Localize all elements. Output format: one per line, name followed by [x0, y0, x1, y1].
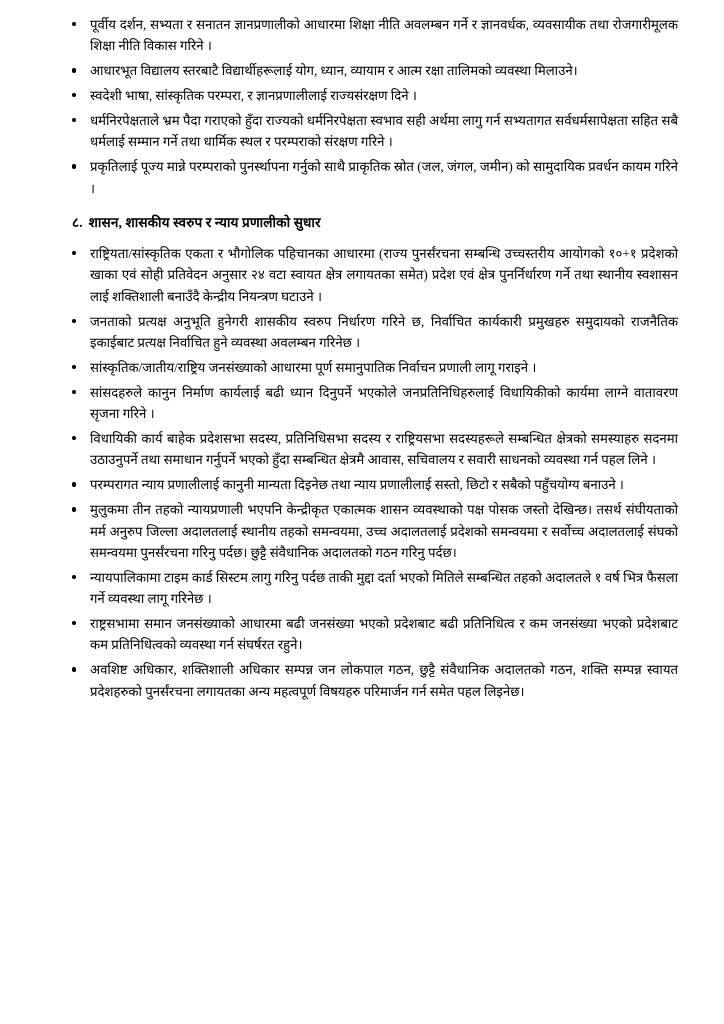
list-item: विधायिकी कार्य बाहेक प्रदेशसभा सदस्य, प्रतिनिधिसभा सदस्य र राष्ट्रियसभा सदस्यहरूले सम्बन्धित क्षेत्रको समस्याहरु सदनमा उठाउनुपर्ने तथा समाधान गर्नुपर्ने भएको हुँदा सम्बन्धित क्षेत्रमै आवास, सचिवालय र सवारी साधनको व्यवस्था गर्न पहल लिने । [64, 428, 678, 471]
list-item: पूर्वीय दर्शन, सभ्यता र सनातन ज्ञानप्रणालीको आधारमा शिक्षा नीति अवलम्बन गर्ने र ज्ञानवर्धक, व्यवसायीक तथा रोजगारीमूलक शिक्षा नीति विकास गरिने । [64, 14, 678, 57]
document-body [64, 14, 678, 702]
list-item: सांसदहरुले कानुन निर्माण कार्यलाई बढी ध्यान दिनुपर्ने भएकोले जनप्रतिनिधिहरुलाई विधायिकीको कार्यमा लाग्ने वातावरण सृजना गरिने । [64, 382, 678, 425]
list-item: स्वदेशी भाषा, सांस्कृतिक परम्परा, र ज्ञानप्रणालीलाई राज्यसंरक्षण दिने । [64, 85, 678, 106]
list-item: सांस्कृतिक/जातीय/राष्ट्रिय जनसंख्याको आधारमा पूर्ण समानुपातिक निर्वाचन प्रणाली लागू गराइने । [64, 357, 678, 378]
list-item: जनताको प्रत्यक्ष अनुभूति हुनेगरी शासकीय स्वरुप निर्धारण गरिने छ, निर्वाचित कार्यकारी प्रमुखहरु समुदायको राजनैतिक इकाईबाट प्रत्यक्ष निर्वाचित हुने व्यवस्था अवलम्बन गरिनेछ । [64, 311, 678, 354]
list-item: परम्परागत न्याय प्रणालीलाई कानुनी मान्यता दिइनेछ तथा न्याय प्रणालीलाई सस्तो, छिटो र सबैको पहुँचयोग्य बनाउने । [64, 474, 678, 495]
section-bullet-list [64, 243, 678, 702]
section-title: शासन, शासकीय स्वरुप र न्याय प्रणालीको सुधार [88, 215, 321, 230]
section-number: ८. [72, 215, 83, 230]
top-bullet-list [64, 14, 678, 199]
list-item: न्यायपालिकामा टाइम कार्ड सिस्टम लागु गरिनु पर्दछ ताकी मुद्दा दर्ता भएको मितिले सम्बन्धित तहको अदालतले १ वर्ष भित्र फैसला गर्ने व्यवस्था लागू गरिनेछ । [64, 567, 678, 610]
list-item: राष्ट्रियता/सांस्कृतिक एकता र भौगोलिक पहिचानका आधारमा (राज्य पुनर्संरचना सम्बन्धि उच्चस्तरीय आयोगको १०+१ प्रदेशको खाका एवं सोही प्रतिवेदन अनुसार २४ वटा स्वायत क्षेत्र लगायतका समेत) प्रदेश एवं क्षेत्र पुनर्निर्धारण गर्ने तथा स्थानीय स्वशासन लाई शक्तिशाली बनाउँदै केन्द्रीय नियन्त्रण घटाउने । [64, 243, 678, 307]
list-item: अवशिष्ट अधिकार, शक्तिशाली अधिकार सम्पन्न जन लोकपाल गठन, छुट्टै संवैधानिक अदालतको गठन, शक्ति सम्पन्न स्वायत प्रदेशहरुको पुनर्संरचना लगायतका अन्य महत्वपूर्ण विषयहरु परिमार्जन गर्न समेत पहल लिइनेछ। [64, 659, 678, 702]
list-item: धर्मनिरपेक्षताले भ्रम पैदा गराएको हुँदा राज्यको धर्मनिरपेक्षता स्वभाव सही अर्थमा लागु गर्न सभ्यतागत सर्वधर्मसापेक्षता सहित सबै धर्मलाई सम्मान गर्ने तथा धार्मिक स्थल र परम्पराको संरक्षण गरिने । [64, 110, 678, 153]
list-item: मुलुकमा तीन तहको न्यायप्रणाली भएपनि केन्द्रीकृत एकात्मक शासन व्यवस्थाको पक्ष पोसक जस्तो देखिन्छ। तसर्थ संघीयताको मर्म अनुरुप जिल्ला अदालतलाई स्थानीय तहको समन्वयमा, उच्च अदालतलाई प्रदेशको समन्वयमा र सर्वोच्च अदालतलाई संघको समन्वयमा पुनर्संरचना गरिनु पर्दछ। छुट्टै संवैधानिक अदालतको गठन गरिनु पर्दछ। [64, 499, 678, 563]
list-item: आधारभूत विद्यालय स्तरबाटै विद्यार्थीहरूलाई योग, ध्यान, व्यायाम र आत्म रक्षा तालिमको व्यवस्था मिलाउने। [64, 60, 678, 81]
section-heading [72, 212, 678, 234]
list-item: प्रकृतिलाई पूज्य मान्ने परम्पराको पुनर्स्थापना गर्नुको साथै प्राकृतिक स्रोत (जल, जंगल, जमीन) को सामुदायिक प्रवर्धन कायम गरिने । [64, 156, 678, 199]
list-item: राष्ट्रसभामा समान जनसंख्याको आधारमा बढी जनसंख्या भएको प्रदेशबाट बढी प्रतिनिधित्व र कम जनसंख्या भएको प्रदेशबाट कम प्रतिनिधित्वको व्यवस्था गर्न संघर्षरत रहुने। [64, 613, 678, 656]
